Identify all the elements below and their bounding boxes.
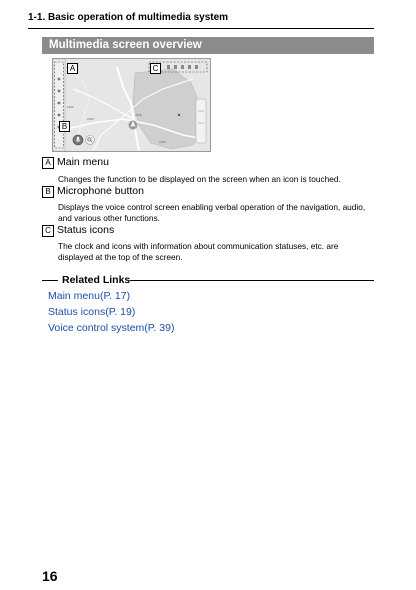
page-number: 16 [42,568,58,584]
related-rule-left [42,280,58,281]
link-status-icons[interactable]: Status icons(P. 19) [48,306,136,318]
item-description-status-icons: The clock and icons with information about communication statuses, etc. are displayed at the top of the screen. [58,241,339,262]
map-label: 2106 [87,117,94,121]
link-voice-control-system[interactable]: Voice control system(P. 39) [48,322,175,334]
chapter-header: 1-1. Basic operation of multimedia system [28,12,229,23]
related-links-title: Related Links [62,274,131,286]
map-label: 2106 [67,105,74,109]
letter-badge-b: B [42,186,54,198]
item-description-microphone-button: Displays the voice control screen enabling verbal operation of the navigation, audio, and various other functions. [58,202,366,223]
letter-badge-a: A [42,157,54,169]
link-main-menu[interactable]: Main menu(P. 17) [48,290,131,302]
callout-b: B [59,121,70,132]
multimedia-screen-illustration [52,58,211,152]
letter-badge-c: C [42,225,54,237]
section-title: Multimedia screen overview [49,39,202,51]
section-heading-bar [42,37,374,54]
item-title-microphone-button: Microphone button [57,185,144,197]
callout-a: A [67,63,78,74]
item-title-status-icons: Status icons [57,224,115,236]
item-description-main-menu: Changes the function to be displayed on the screen when an icon is touched. [58,174,341,184]
related-rule-right [130,280,374,281]
callout-c: C [150,63,161,74]
map-label: 2106 [135,113,142,117]
header-rule [28,28,374,29]
related-links-heading [42,274,374,286]
item-title-main-menu: Main menu [57,156,109,168]
map-label: 2106 [159,140,166,144]
